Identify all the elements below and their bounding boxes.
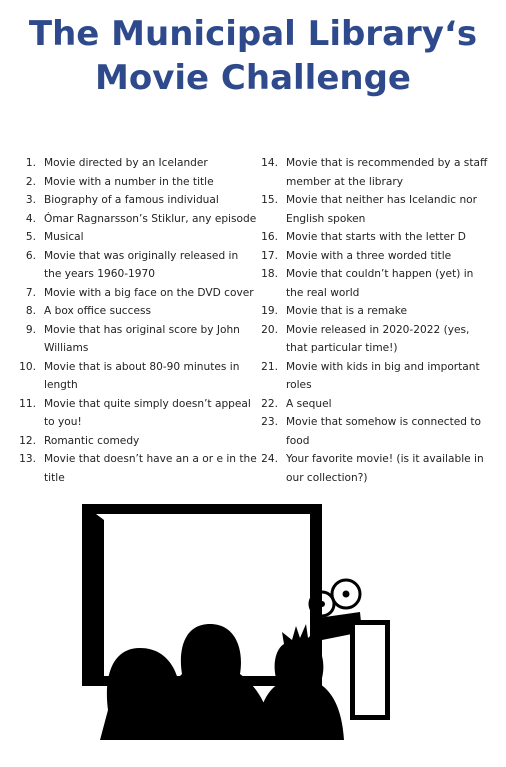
challenge-number: 13. xyxy=(19,453,36,465)
challenge-number: 16. xyxy=(261,231,278,243)
challenge-item xyxy=(16,247,258,284)
challenge-item xyxy=(16,191,258,210)
challenge-text: Movie that doesn’t have an a or e in the title xyxy=(44,453,257,484)
challenge-text: A box office success xyxy=(44,305,152,317)
challenge-item xyxy=(16,432,258,451)
challenge-number: 18. xyxy=(261,268,278,280)
challenge-number: 24. xyxy=(261,453,278,465)
challenge-number: 15. xyxy=(261,194,278,206)
challenge-text: Movie with a three worded title xyxy=(286,249,452,262)
challenge-item xyxy=(258,321,490,358)
challenge-text: Movie that starts with the letter D xyxy=(286,231,466,243)
challenge-number: 4. xyxy=(25,212,36,225)
challenge-list-right xyxy=(258,154,490,487)
challenge-item xyxy=(16,228,258,247)
challenge-item xyxy=(258,228,490,247)
challenge-item xyxy=(258,450,490,487)
challenge-text: Movie that is about 80-90 minutes in length xyxy=(44,360,240,391)
challenge-text: Movie that is recommended by a staff member at the library xyxy=(286,157,488,188)
challenge-text: A sequel xyxy=(286,397,332,410)
challenge-item xyxy=(16,321,258,358)
challenge-number: 17. xyxy=(261,249,278,262)
challenge-number: 10. xyxy=(19,360,36,373)
challenge-item xyxy=(258,191,490,228)
challenge-text: Movie that is a remake xyxy=(286,305,408,317)
challenge-number: 12. xyxy=(19,434,36,447)
challenge-text: Movie that has original score by John Williams xyxy=(44,323,240,354)
challenge-number: 7. xyxy=(25,286,36,299)
challenge-text: Movie with a number in the title xyxy=(44,175,214,188)
challenge-number: 20. xyxy=(261,323,278,336)
projector-stand-front xyxy=(354,624,386,716)
challenge-text: Your favorite movie! (is it available in our collection?) xyxy=(286,453,484,484)
challenge-list-left xyxy=(16,154,258,487)
challenge-text: Movie with a big face on the DVD cover xyxy=(44,286,254,299)
challenge-item xyxy=(16,154,258,173)
challenge-number: 1. xyxy=(25,157,36,169)
challenge-number: 21. xyxy=(261,360,278,373)
challenge-text: Movie that was originally released in the years 1960-1970 xyxy=(44,249,239,280)
challenge-number: 22. xyxy=(261,397,278,410)
challenge-item xyxy=(16,210,258,229)
movie-theater-silhouette-icon xyxy=(60,500,400,740)
audience-silhouettes xyxy=(100,624,344,740)
challenge-item xyxy=(258,265,490,302)
challenge-item xyxy=(258,247,490,266)
challenge-number: 2. xyxy=(25,175,36,188)
challenge-text: Movie directed by an Icelander xyxy=(44,157,208,169)
title-line-1: The Municipal Library‘s xyxy=(28,14,478,54)
challenge-number: 14. xyxy=(261,157,278,169)
challenge-text: Romantic comedy xyxy=(44,434,140,447)
challenge-text: Movie that quite simply doesn’t appeal to you! xyxy=(44,397,251,428)
challenge-text: Movie that neither has Icelandic nor English spoken xyxy=(286,194,478,225)
challenge-text: Biography of a famous individual xyxy=(44,194,219,206)
challenge-item xyxy=(16,302,258,321)
challenge-item xyxy=(16,450,258,487)
challenge-item xyxy=(258,413,490,450)
challenge-item xyxy=(16,358,258,395)
challenge-number: 8. xyxy=(25,305,36,317)
challenge-item xyxy=(258,395,490,414)
challenge-number: 6. xyxy=(25,249,36,262)
challenge-text: Movie released in 2020-2022 (yes, that particular time!) xyxy=(286,323,470,354)
screen-shadow xyxy=(96,514,104,676)
challenge-item xyxy=(16,284,258,303)
challenge-text: Movie that couldn’t happen (yet) in the real world xyxy=(286,268,474,299)
challenge-number: 3. xyxy=(25,194,36,206)
challenge-item xyxy=(16,395,258,432)
challenge-item xyxy=(258,154,490,191)
challenge-item xyxy=(16,173,258,192)
challenge-number: 19. xyxy=(261,305,278,317)
challenge-number: 9. xyxy=(25,323,36,336)
challenge-text: Musical xyxy=(44,231,84,243)
challenge-text: Ómar Ragnarsson’s Stiklur, any episode xyxy=(44,212,257,225)
challenge-number: 5. xyxy=(25,231,36,243)
challenge-item xyxy=(258,302,490,321)
page-title xyxy=(0,12,506,100)
challenge-text: Movie that somehow is connected to food xyxy=(286,416,481,447)
challenge-item xyxy=(258,358,490,395)
challenge-text: Movie with kids in big and important roles xyxy=(286,360,480,391)
challenge-number: 23. xyxy=(261,416,278,428)
challenge-number: 11. xyxy=(19,397,36,410)
title-line-2: Movie Challenge xyxy=(95,58,411,98)
